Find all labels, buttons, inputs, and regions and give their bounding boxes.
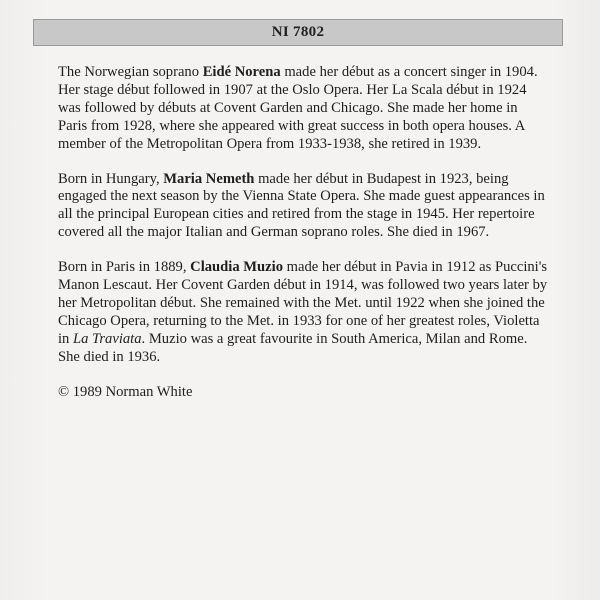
singer-name-norena: Eidé Norena [202,64,281,80]
paragraph-muzio [58,259,548,366]
muzio-intro: Born in Paris in 1889, [58,259,191,276]
nemeth-intro: Born in Hungary, [58,170,164,187]
paragraph-norena [58,64,548,154]
nemeth-bio: made her début in Budapest in 1923, being engaged the next season by the Vienna State Opera. She made guest appearances in all the principal European cities and retired from the stage in 1945. Her repertoire covered all the major Italian and German soprano roles. She died in 1967. [58,170,545,241]
muzio-bio: made her début in Pavia in 1912 as Puccini's Manon Lescaut. Her Covent Garden début in 1914, was followed two years later by her Metropolitan début. She remained with the Met. until 1922 when she joined the Chicago Opera, returning to the Met. in 1933 for one of her greatest roles, Violetta in [58,259,548,347]
paragraph-nemeth [58,171,548,243]
muzio-bio-end: . Muzio was a great favourite in South America, Milan and Rome. She died in 1936. [58,330,528,365]
liner-notes-body [58,64,548,419]
singer-name-muzio: Claudia Muzio [190,259,283,276]
singer-name-nemeth: Maria Nemeth [163,170,255,187]
norena-intro: The Norwegian soprano [58,64,203,80]
catalog-header-bar [33,19,563,46]
opera-title-la-traviata: La Traviata [73,330,142,347]
norena-bio: made her début as a concert singer in 1904. Her stage début followed in 1907 at the Oslo Opera. Her La Scala début in 1924 was followed by débuts at Covent Garden and Chicago. She made her home in Paris from 1928, where she appeared with great success in both opera houses. A member of the Metropolitan Opera from 1933-1938, she retired in 1939. [58,64,538,152]
catalog-number: NI 7802 [271,24,325,40]
copyright-notice: © 1989 Norman White [58,383,193,400]
